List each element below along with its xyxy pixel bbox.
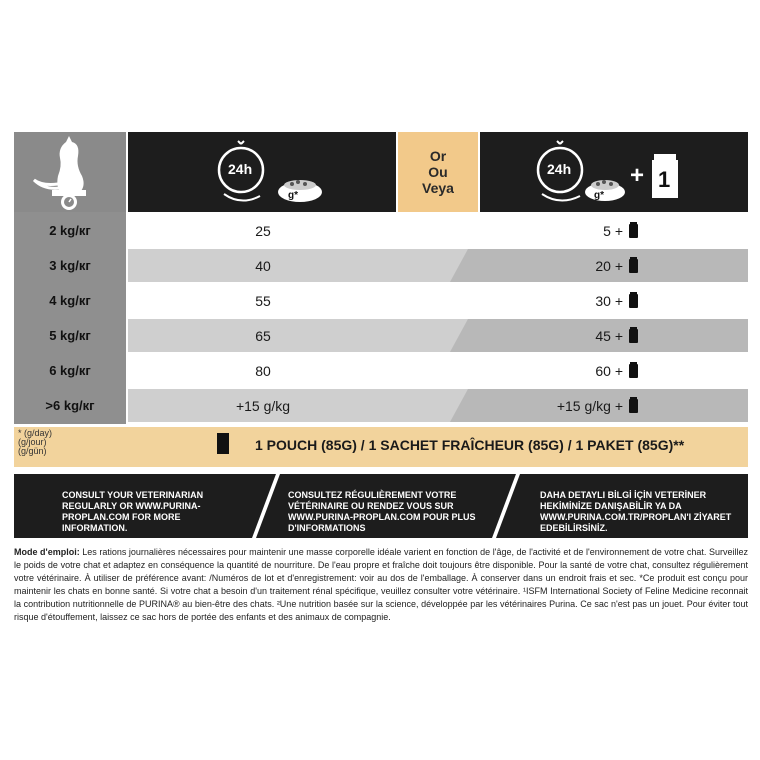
instructions-text: Les rations journalières nécessaires pour maintenir une masse corporelle idéale varient en fonction de l'âge, de l'activité et de l'environnement de votre chat. Surveillez le poids de votre chat et adaptez en conséquence la quantité de nourriture. De l'eau propre et fraîche doit toujours être disponible. Pour la santé de votre chat, consultez régulièrement votre vétérinaire. À utiliser de préférence avant: /Numéros de lot et d'enregistrement: voir au dos de l'emballage. À conserver dans un endroit frais et sec. *Ce produit est conçu pour maintenir les chats en bonne santé. Si votre chat a besoin d'un traitement rénal spécifique, veuillez consulter votre vétérinaire. ¹ISFM International Society of Feline Medicine reconnait la contribution nutritionnelle de PURINA® au bien-être des chats. ²Une nutrition basée sur la science, développée par les vétérinaires Purina. Ce sac n'est pas un jouet. Pour éviter tout risque d'étouffement, laissez ce sac hors de portée des enfants et des animaux de compagnie. [14, 547, 749, 622]
mixed-feeding-header [480, 132, 748, 212]
mixed-amount-text: 5 + [603, 222, 623, 239]
or-label [398, 132, 478, 212]
or-tr: Veya [422, 180, 454, 196]
instructions [14, 546, 748, 624]
mixed-amount-text: 30 + [595, 292, 623, 309]
weight-label: 2 kg/кг [49, 223, 91, 238]
consult-band [14, 474, 748, 538]
cat-on-scale-icon [14, 132, 126, 212]
hours-label: 24h [228, 161, 253, 177]
hours-label: 24h [547, 161, 572, 177]
pouch-icon [629, 259, 638, 273]
dry-amount: 80 [255, 362, 271, 379]
dry-amount: 65 [255, 327, 271, 344]
mixed-amount [557, 389, 638, 422]
pouch-icon [629, 364, 638, 378]
mixed-amount-text: 45 + [595, 327, 623, 344]
table-row [128, 284, 748, 317]
dry-only-header [128, 132, 396, 212]
mixed-amount [595, 354, 638, 387]
grams-label: g* [288, 190, 298, 201]
weight-label: 4 kg/кг [49, 293, 91, 308]
table-row [128, 354, 748, 387]
pouch-icon [217, 433, 229, 454]
dry-amount: 25 [255, 222, 271, 239]
mixed-amount [595, 319, 638, 352]
pouch-icon [629, 224, 638, 238]
mixed-amount [603, 214, 638, 247]
pouch-text: 1 POUCH (85G) / 1 SACHET FRAÎCHEUR (85G) / 1 PAKET (85G)** [255, 437, 685, 453]
mixed-amount [595, 249, 638, 282]
table-row [128, 249, 748, 282]
consult-en: CONSULT YOUR VETERINARIAN REGULARLY OR WWW.PURINA-PROPLAN.COM FOR MORE INFORMATION. [62, 490, 204, 533]
grams-label: g* [594, 190, 604, 201]
weight-label: 5 kg/кг [49, 328, 91, 343]
weight-label: 3 kg/кг [49, 258, 91, 273]
weight-label: >6 kg/кг [45, 398, 95, 413]
consult-tr: DAHA DETAYLI BİLGİ İÇİN VETERİNER HEKİMİNİZE DANIŞABİLİR YA DA WWW.PURINA.COM.TR/PROPLAN'I ZİYARET EDEBİLİRSİNİZ. [540, 490, 732, 533]
dry-amount: 40 [255, 257, 271, 274]
or-en: Or [429, 148, 447, 164]
pouch-icon [629, 329, 638, 343]
table-row [128, 319, 748, 352]
weight-label: 6 kg/кг [49, 363, 91, 378]
or-fr: Ou [428, 164, 448, 180]
pouch-icon [629, 399, 638, 413]
instructions-title: Mode d'emploi: [14, 547, 80, 557]
dry-amount: 55 [255, 292, 271, 309]
unit-tr: (g/gün) [18, 446, 47, 456]
table-row [128, 389, 748, 422]
mixed-amount-text: 20 + [595, 257, 623, 274]
table-row [128, 214, 748, 247]
pouch-icon [629, 294, 638, 308]
unit-fr: (g/jour) [18, 437, 47, 447]
mixed-amount-text: 60 + [595, 362, 623, 379]
unit-en: * (g/day) [18, 428, 53, 438]
dry-amount: +15 g/kg [235, 397, 291, 414]
consult-fr: CONSULTEZ RÉGULIÈREMENT VOTRE VÉTÉRINAIRE OU RENDEZ VOUS SUR WWW.PURINA-PROPLAN.COM POUR PLUS D'INFORMATIONS [288, 490, 476, 533]
plus-sign: + [630, 162, 645, 189]
units-legend [18, 429, 52, 456]
mixed-amount-text: +15 g/kg + [556, 397, 623, 414]
pouch-count: 1 [658, 167, 671, 192]
mixed-amount [595, 284, 638, 317]
